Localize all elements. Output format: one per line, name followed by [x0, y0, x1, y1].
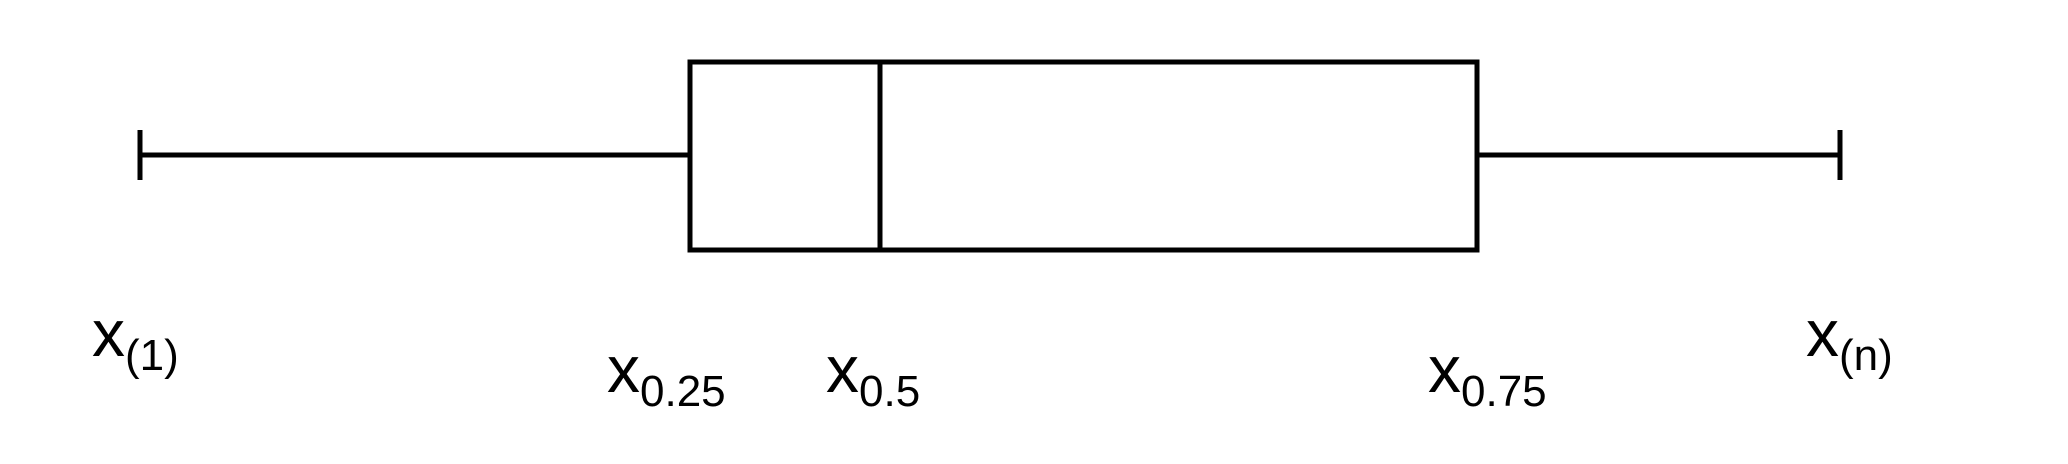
- interquartile-box: [690, 62, 1477, 250]
- label-q3: x0.75: [1428, 332, 1547, 416]
- label-max: x(n): [1806, 296, 1893, 380]
- label-median: x0.5: [826, 332, 921, 416]
- label-q1: x0.25: [607, 332, 726, 416]
- label-min: x(1): [92, 296, 179, 380]
